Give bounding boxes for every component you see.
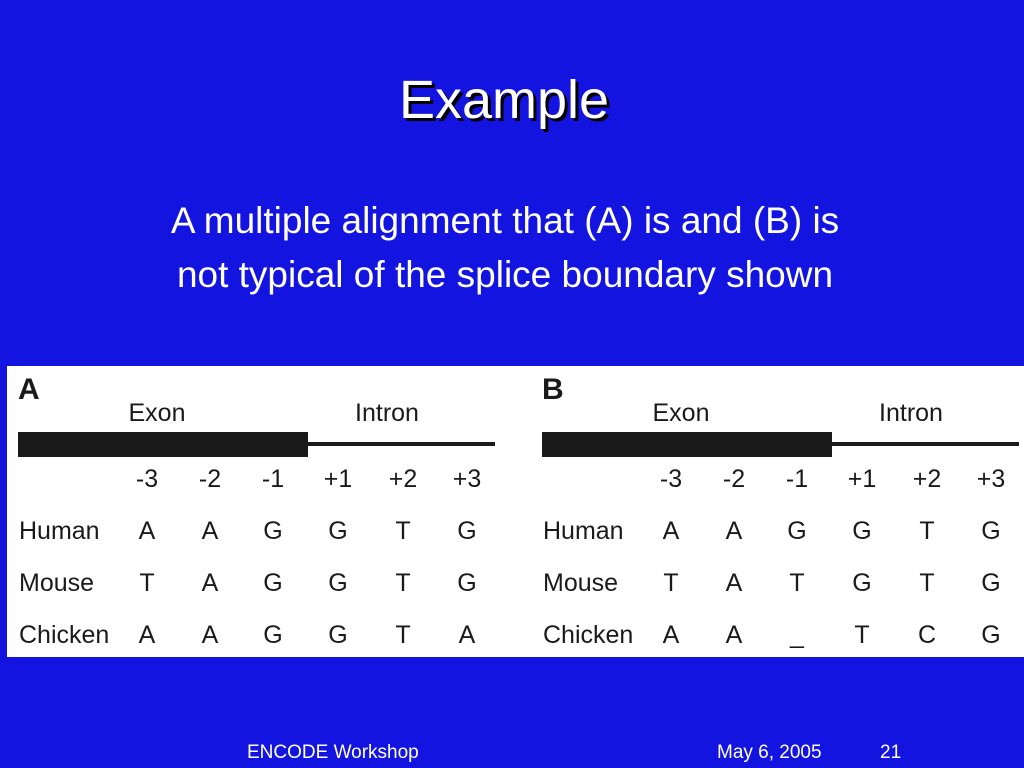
panel-a-base: G [328,621,348,649]
panel-a-base: G [457,569,477,597]
panel-b-base: T [919,569,935,597]
panel-a-intron-label: Intron [355,399,419,427]
panel-b-base: G [852,569,872,597]
panel-a-base: T [139,569,155,597]
panel-a-intron-line [308,442,495,446]
panel-a-species-label: Chicken [19,621,110,649]
panel-b-species-label: Mouse [543,569,619,597]
footer-date: May 6, 2005 [717,742,822,763]
panel-b-position-label: +2 [912,465,942,493]
panel-b-position-label: -1 [785,465,809,493]
panel-a-base: A [138,621,156,649]
panel-b-position-label: -3 [659,465,683,493]
panel-a-base: A [458,621,476,649]
panel-b-base: G [981,517,1001,545]
panel-a-base: A [201,517,219,545]
panel-b-intron-line [832,442,1019,446]
panel-b-species-label: Human [543,517,624,545]
panel-a-base: A [201,569,219,597]
panel-b-base: G [981,569,1001,597]
panel-b-base: T [854,621,870,649]
panel-b-exon-bar [542,432,832,457]
panel-a-position-label: +1 [323,465,353,493]
panel-a-base: G [263,621,283,649]
panel-b-base: A [725,569,743,597]
panel-a-base: A [201,621,219,649]
panel-a-exon-bar [18,432,308,457]
panel-a-species-label: Human [19,517,100,545]
panel-a-base: T [395,517,411,545]
panel-a-exon-label: Exon [128,399,186,427]
panel-b-base: G [981,621,1001,649]
panel-b-base: T [919,517,935,545]
panel-a-position-label: -3 [135,465,159,493]
panel-b-base: G [852,517,872,545]
panel-a-position-label: +2 [388,465,418,493]
panel-a-base: G [263,569,283,597]
panel-b-base: A [725,517,743,545]
panel-a-position-label: -2 [198,465,222,493]
panel-b-position-label: +3 [976,465,1006,493]
panel-b-base: A [662,517,680,545]
panel-a-base: G [263,517,283,545]
footer-page-number: 21 [880,742,902,763]
alignment-figure [7,366,1024,657]
slide-subtitle [40,194,970,302]
panel-b-intron-label: Intron [879,399,943,427]
panel-b-base: G [787,517,807,545]
subtitle-line-2: not typical of the splice boundary shown [176,254,834,295]
panel-b-base: C [917,621,937,649]
panel-a-base: G [328,569,348,597]
panel-b-base: A [662,621,680,649]
panel-a-base: G [457,517,477,545]
panel-b-species-label: Chicken [543,621,634,649]
footer-event: ENCODE Workshop [247,742,419,763]
panel-b-base: _ [790,621,804,649]
panel-b-letter: B [542,373,564,406]
panel-a-position-label: +3 [452,465,482,493]
panel-b-exon-label: Exon [652,399,710,427]
panel-a-species-label: Mouse [19,569,95,597]
panel-a-base: T [395,569,411,597]
alignment-figure-svg [7,366,1024,657]
panel-a-position-label: -1 [261,465,285,493]
panel-a-base: T [395,621,411,649]
panel-a-base: A [138,517,156,545]
panel-b-base: A [725,621,743,649]
panel-a-letter: A [18,373,40,406]
panel-a-base: G [328,517,348,545]
panel-b-base: T [663,569,679,597]
panel-b-base: T [789,569,805,597]
panel-b-position-label: +1 [847,465,877,493]
subtitle-line-1: A multiple alignment that (A) is and (B) is [170,200,840,241]
slide-title: Example [398,70,610,130]
panel-b-position-label: -2 [722,465,746,493]
